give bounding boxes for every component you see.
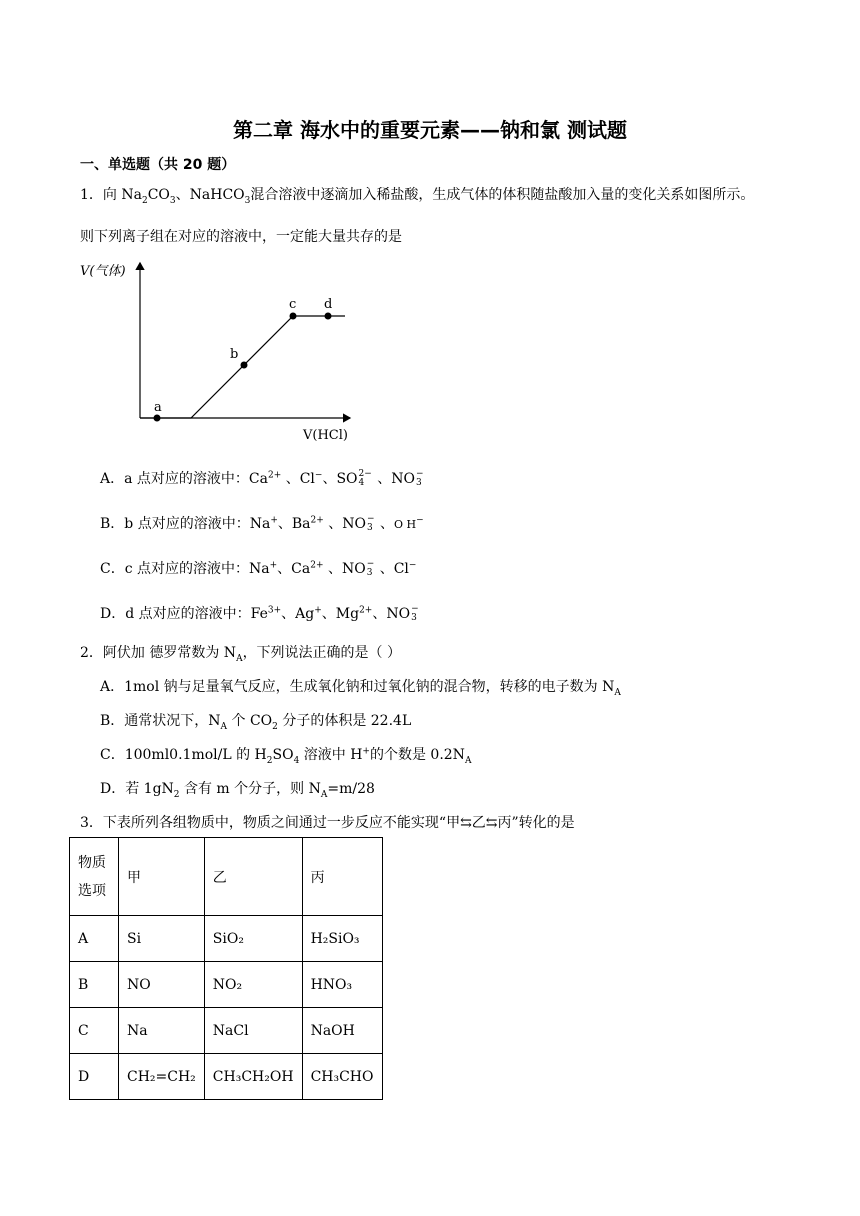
q1-stem: 1．向 $Na_2CO_3$、NaHCO$_3$混合溶液中逐滴加入稀盐酸，生成气体的体积随盐酸加入量的变化关系如图所示。: [80, 187, 755, 206]
header-bing: 丙: [302, 838, 382, 916]
row-option: D: [70, 1054, 119, 1100]
point-a: [154, 415, 161, 422]
page-title: 第二章 海水中的重要元素——钠和氯 测试题: [233, 118, 627, 142]
q2-option-b[interactable]: B．通常状况下，$N_A$ 个 $CO_2$ 分子的体积是 22.4L: [100, 713, 412, 732]
q2-option-c[interactable]: C．100ml0.1mol/L 的 $H_2SO_4$ 溶液中 H+的个数是 $0.2N_A$: [100, 746, 472, 766]
x-axis-label: V(HCl): [303, 428, 348, 443]
cell-yi: CH₃CH₂OH: [204, 1054, 302, 1100]
y-axis-label: V(气体): [80, 264, 126, 279]
label-a: a: [154, 400, 162, 415]
q1-option-a[interactable]: A．a 点对应的溶液中：$Ca^{2+}$ 、Cl−、SO 2− 4 、NO − 3: [100, 469, 424, 488]
cell-bing: CH₃CHO: [302, 1054, 382, 1100]
row-option: A: [70, 916, 119, 962]
cell-bing: H₂SiO₃: [302, 916, 382, 962]
table-row: [70, 1054, 383, 1100]
header-corner: 物质 选项: [70, 838, 119, 916]
q3-table: [69, 837, 383, 1100]
label-d: d: [324, 297, 333, 312]
row-option: B: [70, 962, 119, 1008]
header-yi: 乙: [204, 838, 302, 916]
cell-yi: SiO₂: [204, 916, 302, 962]
label-b: b: [230, 347, 239, 362]
label-c: c: [289, 297, 297, 312]
q1-option-c[interactable]: C．c 点对应的溶液中：Na+、$Ca^{2+}$ 、NO − 3 、Cl−: [100, 559, 417, 578]
q1-stem-line2: 则下列离子组在对应的溶液中，一定能大量共存的是: [80, 229, 402, 245]
cell-bing: NaOH: [302, 1008, 382, 1054]
q1-option-b[interactable]: B．b 点对应的溶液中：Na+、$Ba^{2+}$ 、NO − 3 、O H−: [100, 514, 424, 533]
point-b: [241, 362, 248, 369]
q1-graph: [70, 255, 370, 445]
q2-option-d[interactable]: D．若 $1gN_2$ 含有 m 个分子，则 $N_A=m/28$: [100, 781, 375, 800]
cell-jia: CH₂=CH₂: [119, 1054, 205, 1100]
point-c: [290, 313, 297, 320]
row-option: C: [70, 1008, 119, 1054]
table-row: [70, 962, 383, 1008]
table-header-row: [70, 838, 383, 916]
q3-stem: 3．下表所列各组物质中，物质之间通过一步反应不能实现“甲⇆乙⇆丙”转化的是: [80, 815, 575, 831]
table-row: [70, 1008, 383, 1054]
q2-stem: 2．阿伏加 德罗常数为 $N_A$，下列说法正确的是（ ）: [80, 645, 402, 664]
cell-jia: NO: [119, 962, 205, 1008]
table-row: [70, 916, 383, 962]
cell-jia: Na: [119, 1008, 205, 1054]
q1-option-d[interactable]: D．d 点对应的溶液中：$Fe^{3+}$、Ag+、$Mg^{2+}$、NO − 3: [100, 604, 419, 623]
cell-jia: Si: [119, 916, 205, 962]
section-heading: 一、单选题（共 20 题）: [80, 157, 236, 173]
point-d: [325, 313, 332, 320]
cell-yi: NO₂: [204, 962, 302, 1008]
q2-option-a[interactable]: A．1mol 钠与足量氧气反应，生成氧化钠和过氧化钠的混合物，转移的电子数为 $N_A$: [100, 679, 621, 698]
cell-bing: HNO₃: [302, 962, 382, 1008]
header-jia: 甲: [119, 838, 205, 916]
cell-yi: NaCl: [204, 1008, 302, 1054]
